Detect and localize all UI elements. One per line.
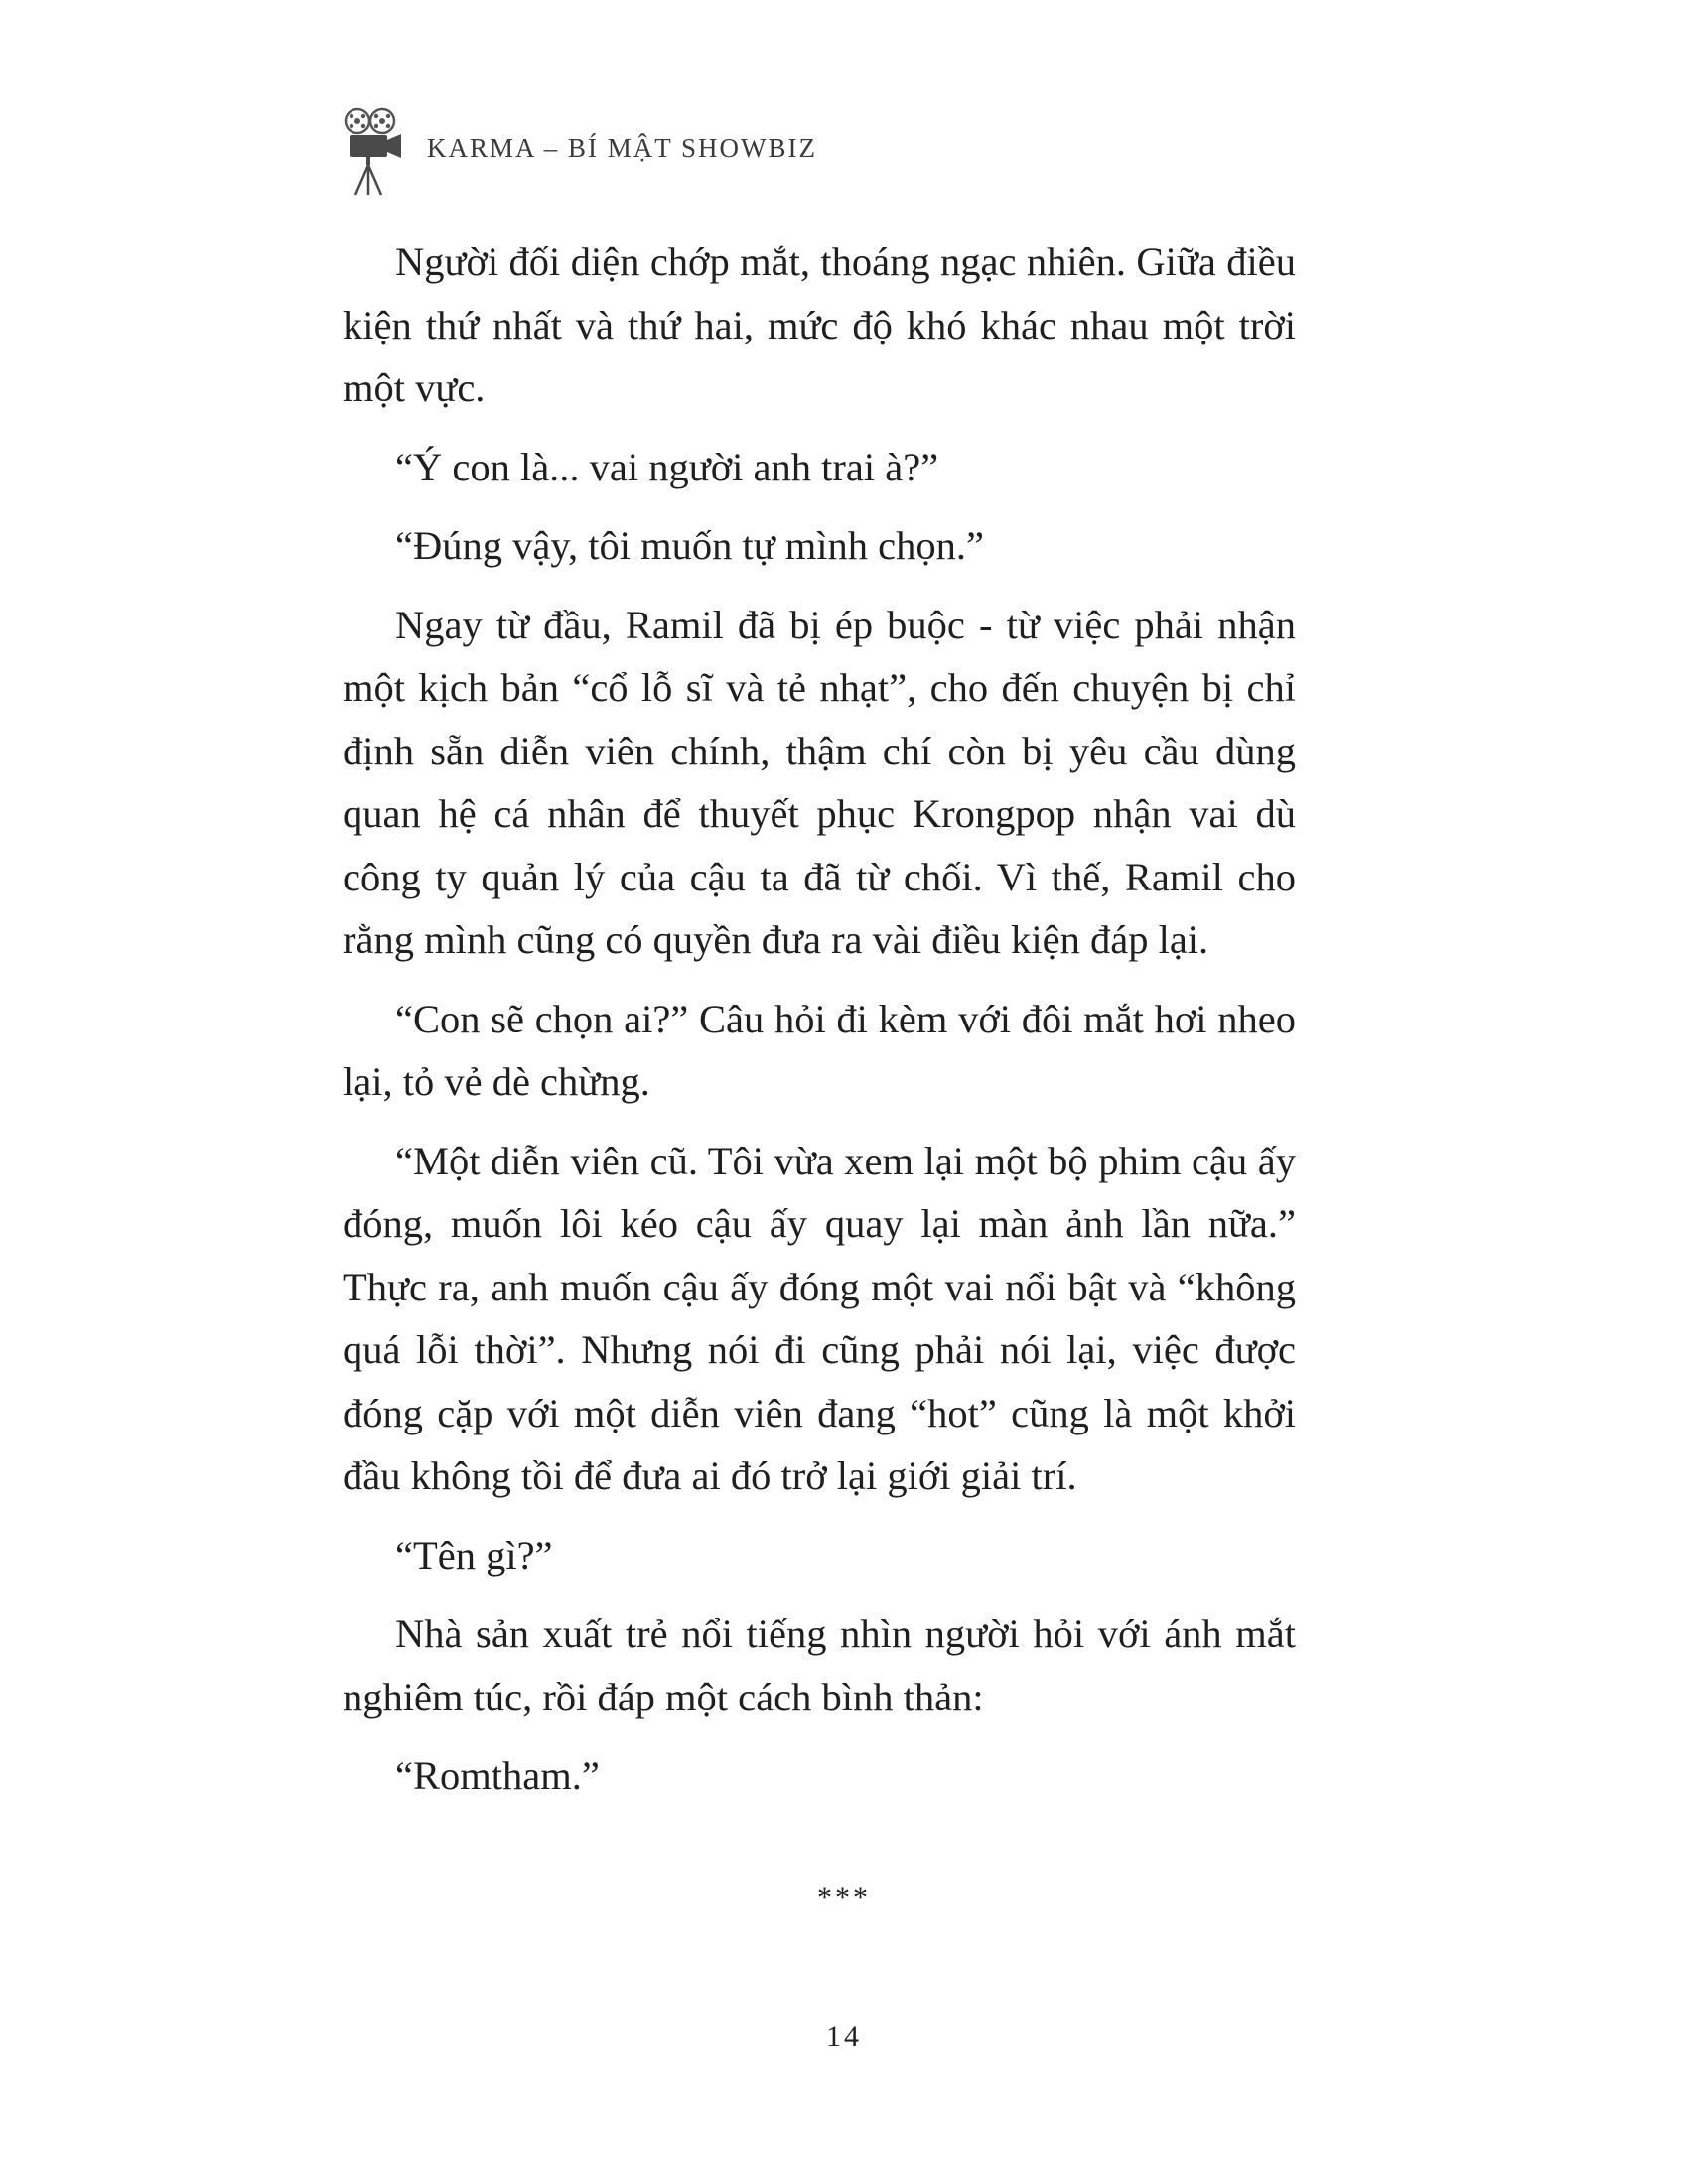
paragraph: “Ý con là... vai người anh trai à?” <box>395 444 939 489</box>
film-camera-icon <box>338 107 407 197</box>
paragraph: “Romtham.” <box>395 1753 600 1798</box>
body-text <box>343 230 1296 1824</box>
paragraph: Người đối diện chớp mắt, thoáng ngạc nhiên. Giữa điều kiện thứ nhất và thứ hai, mức độ khó khác nhau một trời một vực. <box>343 239 1296 410</box>
scene-separator: *** <box>817 1881 871 1914</box>
paragraph: “Một diễn viên cũ. Tôi vừa xem lại một bộ phim cậu ấy đóng, muốn lôi kéo cậu ấy quay lại màn ảnh lần nữa.” Thực ra, anh muốn cậu ấy đóng một vai nổi bật và “không quá lỗi thời”. Nhưng nói đi cũng phải nói lại, việc được đóng cặp với một diễn viên đang “hot” cũng là một khởi đầu không tồi để đưa ai đó trở lại giới giải trí. <box>343 1138 1296 1498</box>
paragraph: Nhà sản xuất trẻ nổi tiếng nhìn người hỏi với ánh mắt nghiêm túc, rồi đáp một cách bình thản: <box>343 1611 1296 1719</box>
page-number: 14 <box>826 2020 862 2053</box>
paragraph: Ngay từ đầu, Ramil đã bị ép buộc - từ việc phải nhận một kịch bản “cổ lỗ sĩ và tẻ nhạt”, cho đến chuyện bị chỉ định sẵn diễn viên chính, thậm chí còn bị yêu cầu dùng quan hệ cá nhân để thuyết phục Krongpop nhận vai dù công ty quản lý của cậu ta đã từ chối. Vì thế, Ramil cho rằng mình cũng có quyền đưa ra vài điều kiện đáp lại. <box>343 602 1296 962</box>
paragraph: “Đúng vậy, tôi muốn tự mình chọn.” <box>395 523 984 568</box>
running-title: KARMA – BÍ MẬT SHOWBIZ <box>427 133 818 163</box>
running-header <box>338 107 1331 197</box>
paragraph: “Con sẽ chọn ai?” Câu hỏi đi kèm với đôi mắt hơi nheo lại, tỏ vẻ dè chừng. <box>343 996 1296 1104</box>
paragraph: “Tên gì?” <box>395 1532 553 1577</box>
